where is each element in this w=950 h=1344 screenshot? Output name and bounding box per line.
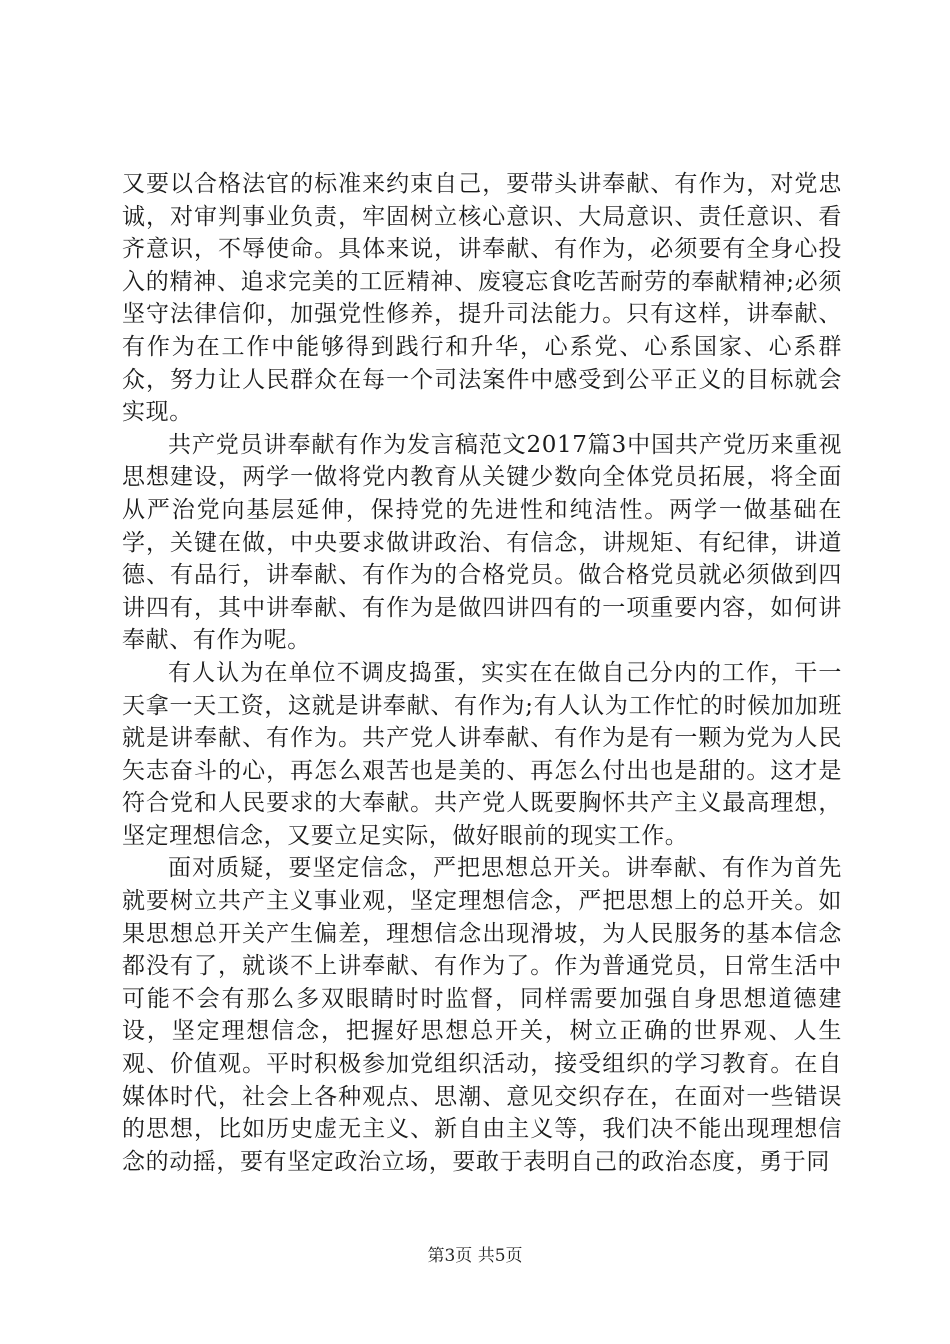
document-body	[122, 168, 842, 1178]
paragraph: 又要以合格法官的标准来约束自己，要带头讲奉献、有作为，对党忠诚，对审判事业负责，牢固树立核心意识、大局意识、责任意识、看齐意识，不辱使命。具体来说，讲奉献、有作为，必须要有全身心投入的精神、追求完美的工匠精神、废寝忘食吃苦耐劳的奉献精神;必须坚守法律信仰，加强党性修养，提升司法能力。只有这样，讲奉献、有作为在工作中能够得到践行和升华，心系党、心系国家、心系群众，努力让人民群众在每一个司法案件中感受到公平正义的目标就会实现。	[122, 171, 842, 426]
paragraph: 有人认为在单位不调皮捣蛋，实实在在做自己分内的工作，干一天拿一天工资，这就是讲奉献、有作为;有人认为工作忙的时候加加班就是讲奉献、有作为。共产党人讲奉献、有作为是有一颗为党为人民矢志奋斗的心，再怎么艰苦也是美的、再怎么付出也是甜的。这才是符合党和人民要求的大奉献。共产党人既要胸怀共产主义最高理想，坚定理想信念，又要立足实际，做好眼前的现实工作。	[122, 659, 842, 849]
paragraph: 面对质疑，要坚定信念，严把思想总开关。讲奉献、有作为首先就要树立共产主义事业观，坚定理想信念，严把思想上的总开关。如果思想总开关产生偏差，理想信念出现滑坡，为人民服务的基本信念都没有了，就谈不上讲奉献、有作为了。作为普通党员，日常生活中可能不会有那么多双眼睛时时监督，同样需要加强自身思想道德建设，坚定理想信念，把握好思想总开关，树立正确的世界观、人生观、价值观。平时积极参加党组织活动，接受组织的学习教育。在自媒体时代，社会上各种观点、思潮、意见交织存在，在面对一些错误的思想，比如历史虚无主义、新自由主义等，我们决不能出现理想信念的动摇，要有坚定政治立场，要敢于表明自己的政治态度，勇于同	[122, 855, 842, 1175]
paragraph: 共产党员讲奉献有作为发言稿范文2017篇3中国共产党历来重视思想建设，两学一做将党内教育从关键少数向全体党员拓展，将全面从严治党向基层延伸，保持党的先进性和纯洁性。两学一做基础在学，关键在做，中央要求做讲政治、有信念，讲规矩、有纪律，讲道德、有品行，讲奉献、有作为的合格党员。做合格党员就必须做到四讲四有，其中讲奉献、有作为是做四讲四有的一项重要内容，如何讲奉献、有作为呢。	[122, 431, 842, 654]
page-number-footer: 第3页 共5页	[427, 1246, 523, 1266]
